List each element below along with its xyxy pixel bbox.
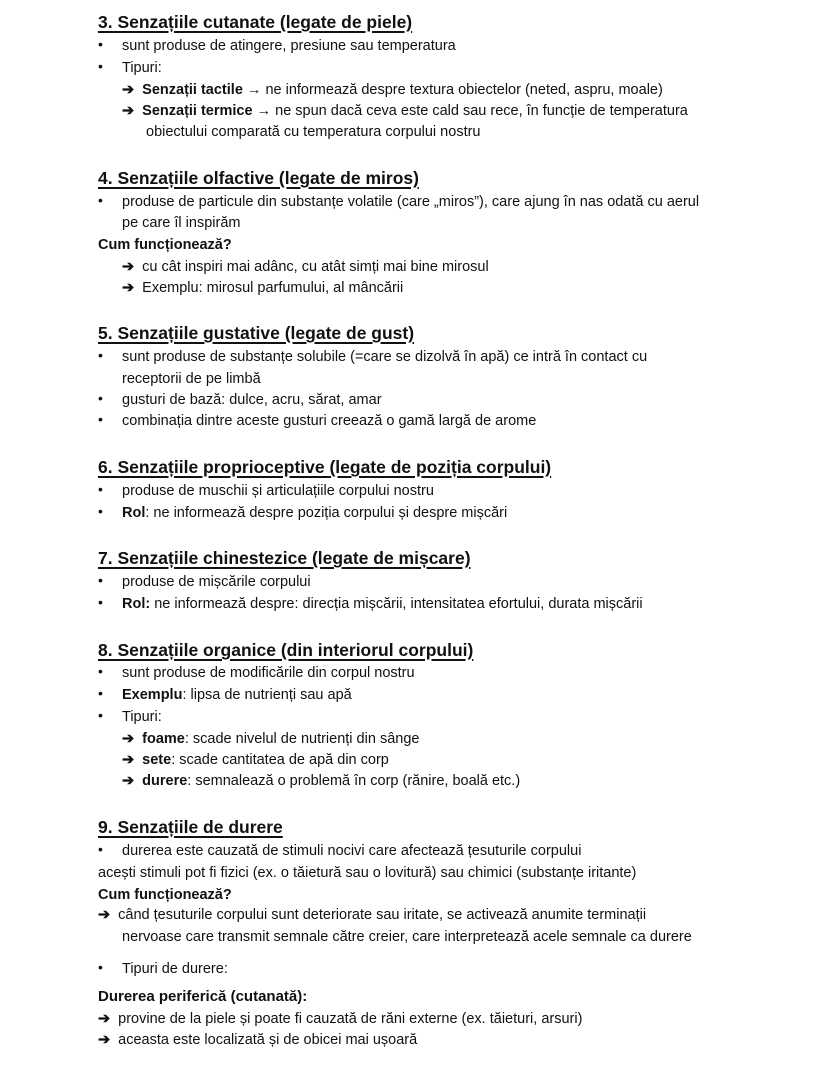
sub-item (122, 101, 688, 121)
bullet-icon: • (98, 390, 103, 406)
bullet-icon: • (98, 841, 103, 857)
list-item: produse de particule din substanțe volatile (care „miros”), care ajung în nas odată cu aerul (122, 194, 700, 210)
text: : lipsa de nutrienți sau apă (182, 687, 352, 703)
text: : semnalează o problemă în corp (rănire, boală etc.) (187, 773, 521, 789)
sub-item (98, 1030, 417, 1050)
list-item (122, 594, 643, 614)
bullet-icon: • (98, 594, 103, 610)
arrow-icon: ➔ (122, 82, 135, 98)
arrow-icon: ➔ (122, 280, 135, 296)
text: aceasta este localizată și de obicei mai ușoară (118, 1032, 418, 1048)
bullet-icon: • (98, 959, 103, 975)
sub-item (98, 905, 646, 925)
bullet-icon: • (98, 707, 103, 723)
section-heading: 7. Senzațiile chinestezice (legate de mișcare) (98, 548, 471, 568)
arrow-icon: ➔ (122, 259, 135, 275)
term: Rol (122, 505, 146, 521)
text-continuation: pe care îl inspirăm (122, 215, 241, 231)
subheading: Durerea periferică (cutanată): (98, 988, 308, 1005)
section-heading: 3. Senzațiile cutanate (legate de piele) (98, 12, 413, 32)
term: sete (142, 752, 172, 768)
term: Senzații tactile (142, 82, 243, 98)
text: Exemplu: mirosul parfumului, al mâncării (142, 280, 404, 296)
bullet-icon: • (98, 481, 103, 497)
text-continuation: receptorii de pe limbă (122, 371, 261, 387)
section-heading: 9. Senzațiile de durere (98, 817, 283, 837)
arrow-icon: ➔ (98, 907, 111, 923)
list-item: gusturi de bază: dulce, acru, sărat, amar (122, 392, 382, 408)
sub-item (122, 729, 419, 749)
list-item (122, 685, 352, 705)
list-item: Tipuri: (122, 60, 162, 76)
sub-item (122, 750, 389, 770)
arrow-icon: ➔ (98, 1011, 111, 1027)
text: când țesuturile corpului sunt deteriorate sau iritate, se activează anumite terminații (118, 907, 647, 923)
sub-item (122, 278, 403, 298)
term: durere (142, 773, 188, 789)
section-heading: 5. Senzațiile gustative (legate de gust) (98, 323, 415, 343)
text: cu cât inspiri mai adânc, cu atât simți mai bine mirosul (142, 259, 489, 275)
sub-item (122, 257, 489, 277)
list-item: sunt produse de substanțe solubile (=care se dizolvă în apă) ce intră în contact cu (122, 349, 648, 365)
section-heading: 4. Senzațiile olfactive (legate de miros) (98, 168, 419, 188)
text-continuation: nervoase care transmit semnale către creier, care interpretează acele semnale ca durere (122, 929, 692, 945)
list-item: sunt produse de atingere, presiune sau temperatura (122, 38, 456, 54)
arrow-icon: ➔ (122, 752, 135, 768)
term: foame (142, 731, 185, 747)
arrow-icon: ➔ (122, 773, 135, 789)
arrow-icon: ➔ (98, 1032, 111, 1048)
paragraph: acești stimuli pot fi fizici (ex. o tăietură sau o lovitură) sau chimici (substanțe iritante) (98, 865, 637, 881)
list-item: sunt produse de modificările din corpul nostru (122, 665, 415, 681)
list-item: durerea este cauzată de stimuli nocivi care afectează țesuturile corpului (122, 843, 582, 859)
term: Senzații termice (142, 103, 253, 119)
bullet-icon: • (98, 58, 103, 74)
text: provine de la piele și poate fi cauzată de răni externe (ex. tăieturi, arsuri) (118, 1011, 583, 1027)
text: : scade nivelul de nutrienți din sânge (184, 731, 420, 747)
section-heading: 8. Senzațiile organice (din interiorul corpului) (98, 640, 474, 660)
list-item (122, 503, 507, 523)
text: : scade cantitatea de apă din corp (171, 752, 389, 768)
list-item: Tipuri: (122, 709, 162, 725)
bullet-icon: • (98, 36, 103, 52)
bullet-icon: • (98, 503, 103, 519)
arrow-icon: ➔ (122, 103, 135, 119)
sub-item (122, 80, 663, 100)
bullet-icon: • (98, 347, 103, 363)
bullet-icon: • (98, 411, 103, 427)
bullet-icon: • (98, 572, 103, 588)
text: : ne informează despre poziția corpului și despre mișcări (145, 505, 508, 521)
list-item: produse de mișcările corpului (122, 574, 311, 590)
subheading: Cum funcționează? (98, 887, 232, 903)
text-continuation: obiectului comparată cu temperatura corpului nostru (146, 124, 481, 140)
subheading: Cum funcționează? (98, 237, 232, 253)
sub-item (98, 1009, 582, 1029)
bullet-icon: • (98, 192, 103, 208)
list-item: combinația dintre aceste gusturi creează o gamă largă de arome (122, 413, 537, 429)
text: → ne spun dacă ceva este cald sau rece, în funcție de temperatura (252, 103, 688, 119)
arrow-icon: ➔ (122, 731, 135, 747)
list-item: produse de muschii și articulațiile corpului nostru (122, 483, 434, 499)
text: ne informează despre: direcția mișcării, intensitatea efortului, durata mișcării (150, 596, 643, 612)
section-heading: 6. Senzațiile proprioceptive (legate de poziția corpului) (98, 457, 552, 477)
term: Rol: (122, 596, 151, 612)
list-item: Tipuri de durere: (122, 961, 228, 977)
bullet-icon: • (98, 663, 103, 679)
bullet-icon: • (98, 685, 103, 701)
text: → ne informează despre textura obiectelor (neted, aspru, moale) (242, 82, 663, 98)
sub-item (122, 771, 520, 791)
term: Exemplu (122, 687, 183, 703)
